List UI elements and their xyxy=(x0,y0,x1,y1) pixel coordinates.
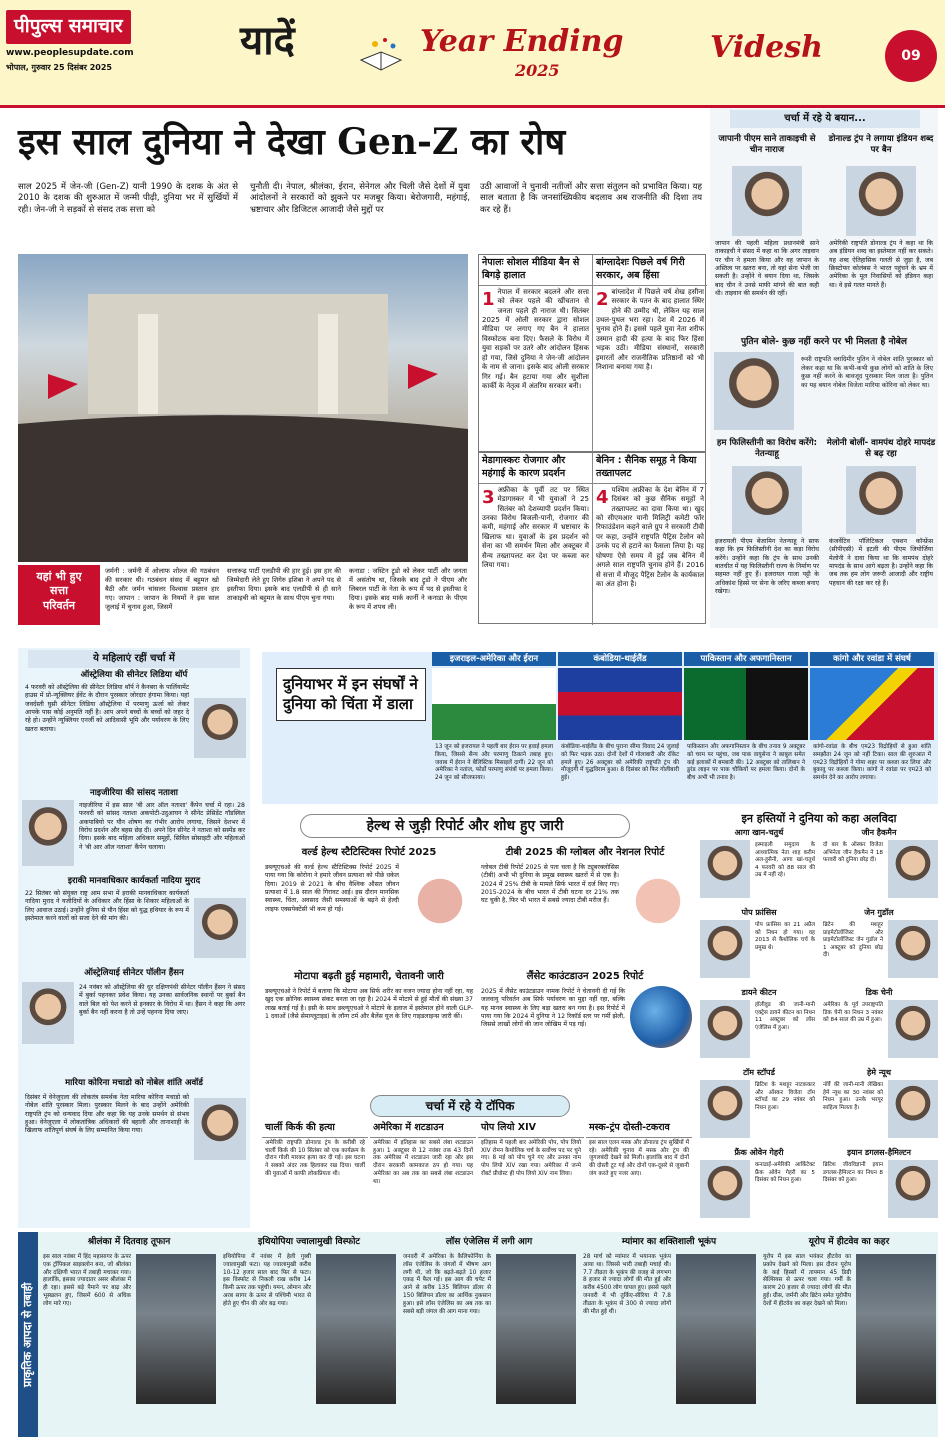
farewell-photo xyxy=(700,840,750,898)
health-text: ग्लोबल टीबी रिपोर्ट 2025 से पता चला है कि ट्यूबरक्लोसिस (टीबी) अभी भी दुनिया के प्रमुख स्वास्थ्य खतरों में से एक है। 2024 में 25% टीबी के मामले सिर्फ भारत में दर्ज किए गए। 2015-2024 के बीच भारत में टीबी घटना दर 21% तक घट चुकी है, फिर भी भारत में सबसे ज्यादा टीबी मरीज हैं। xyxy=(481,864,619,905)
health-section xyxy=(262,846,692,1114)
farewell-name: आगा खान-चतुर्थ xyxy=(734,828,784,837)
disasters-band xyxy=(18,1232,938,1437)
farewell-name: फ्रैंक ओवेन गेहरी xyxy=(734,1148,784,1157)
farewell-text: हॉलीवुड की जानी-मानी एक्ट्रेस डायने कीटन का निधन 11 अक्टूबर को लॉस एंजेलिस में हुआ। xyxy=(755,1002,815,1031)
health-header: हेल्थ से जुड़ी रिपोर्ट और शोध हुए जारी xyxy=(300,814,630,838)
lungs-illustration xyxy=(624,866,692,936)
conflict-text: 13 जून को इजरायल ने पहली बार ईरान पर हवाई हमला किया, जिससे सैन्य और परमाणु ठिकाने तबाह हुए। जवाब में ईरान ने बैलिस्टिक मिसाइलें दागीं। 22 जून को अमेरिका ने नतांज, फोर्डो परमाणु संयंत्रों पर हमला किया। 24 जून को सीजफायर। xyxy=(435,744,554,782)
topic-title: अमेरिका में शटडाउन xyxy=(370,1120,476,1138)
statement-text: इजरायली पीएम बेंजामिन नेतन्याहू ने साफ कहा कि हम फिलिस्तीनी देश का कड़ा विरोध करेंगे। उन्होंने कहा कि ट्रंप के साथ उनकी बातचीत में यह फिलिस्तीनी राज्य के निर्माण पर सहमत नहीं हुए हैं। इजरायल गाजा पट्टी के अधिकांश हिस्से पर सेना के जरिए कब्जा बनाए रखेगा। xyxy=(715,538,819,596)
farewell-text: नॉर्वे की जानी-मानी लेखिका हेमे न्यूथ का 30 नवंबर को निधन हुआ। उनके भरपूर साहित्य मिलता है। xyxy=(823,1082,883,1111)
topics-section xyxy=(262,1120,692,1220)
main-headline: इस साल दुनिया ने देखा Gen-Z का रोष xyxy=(18,121,566,163)
story-benin xyxy=(593,453,707,625)
woman-text: 22 सितंबर को संयुक्त राष्ट्र आम सभा में इराकी मानवाधिकार कार्यकर्ता नादिया मुराद ने यजीदियों के अधिकार और हिंसा के शिकार महिलाओं के लिए आवाज उठाई। उन्होंने दुनिया से यौन हिंसा को युद्ध हथियार के रूप में इस्तेमाल करने वालों को सजा देने की मांग की। xyxy=(25,890,189,923)
farewell-name: डायने कीटन xyxy=(741,988,777,997)
discussed-header: चर्चा में रहे ये बयान... xyxy=(730,110,920,128)
conflict-text: कांगो-रवांडा के बीच एम23 विद्रोहियों से हुआ शांति समझौता 24 जून को नहीं टिका। साल की शुरुआत में एम23 विद्रोहियों ने गोमा शहर पर कब्जा कर लिया और बुकावु पर कब्जा किया। कांगो ने रवांडा पर एम23 को समर्थन देने का आरोप लगाया। xyxy=(813,744,931,782)
disaster-title: म्यांमार का शक्तिशाली भूकंप xyxy=(621,1237,717,1247)
takaichi-photo xyxy=(732,166,802,236)
farewell-photo xyxy=(700,1160,750,1218)
machado-photo xyxy=(194,1098,246,1160)
power-shift-label-line: यहां भी हुए xyxy=(36,570,82,583)
farewell-text: कनाडाई-अमेरिकी आर्किटेक्ट फ्रैंक ओवेन गेहरी का 5 दिसंबर को निधन हुआ। xyxy=(755,1162,815,1184)
power-shift-col-2: सत्तारूढ़ पार्टी एलडीपी की हार हुई। इस हार की जिम्मेदारी लेते हुए शिगेरु इशिबा ने अपने पद से इस्तीफा दिया। इसके बाद एलडीपी से ही साने ताकाइची को बहुमत के साथ पीएम चुना गया। xyxy=(227,567,341,602)
israel-iran-flags xyxy=(432,668,556,740)
putin-photo xyxy=(714,352,794,430)
protest-photo xyxy=(18,254,468,562)
cambodia-thailand-flags xyxy=(558,668,682,740)
disaster-text: जनवरी में अमेरिका के कैलिफोर्निया के लॉस एंजेलिस के जंगलों में भीषण आग लगी थी, जो कि बढ़ते-बढ़ते 10 हजार एकड़ में फैल गई। इस आग की चपेट में आने से करीब 135 बिलियन डॉलर से 150 बिलियन डॉलर का आर्थिक नुकसान हुआ। इसे लॉस एंजेलिस का अब तक का सबसे बड़ी जंगल की आग माना गया। xyxy=(403,1254,491,1315)
statement-title: मेलोनी बोलीं- वामपंथ दोहरे मापदंड से बढ़ रहा xyxy=(826,438,936,460)
topic-item xyxy=(370,1120,476,1189)
farewell-sidebar xyxy=(700,812,938,1230)
story-title: मेडागास्करः रोजगार और महंगाई के कारण प्रदर्शन xyxy=(479,453,592,484)
statement-title: हम फिलिस्तीनी का विरोध करेंगे: नेतन्याहू xyxy=(716,438,818,460)
story-nepal xyxy=(479,255,593,453)
story-text: पश्चिम अफ्रीका के देश बेनिन में 7 दिसंबर को कुछ सैनिक समूहों ने तख्तापलट का दावा किया था। खुद को सीएमआर यानी मिलिट्री कमेटी फॉर रिफाउंडेशन कहने वाले ग्रुप ने सरकारी टीवी पर कहा, उन्होंने राष्ट्रपति पैट्रिस टैलोन को उनके पद से हटाने का फैसला लिया है। यह घोषणा ऐसे समय में हुई जब बेनिन में अगले साल राष्ट्रपति चुनाव होने हैं। 2016 से सत्ता में मौजूद पैट्रिस टैलोन के कार्यकाल का अंत होना है। xyxy=(596,485,704,588)
story-madagascar xyxy=(479,453,593,625)
farewell-item xyxy=(820,1068,938,1146)
farewell-name: पोप फ्रांसिस xyxy=(741,908,777,917)
power-shift-label-line: सत्ता xyxy=(50,584,68,598)
globe-illustration xyxy=(630,986,692,1048)
disaster-item xyxy=(760,1232,938,1437)
trump-photo xyxy=(846,166,916,236)
woman-text: नाइजीरिया में इस साल 'बी आर ऑल नताशा' कैंपेन चर्चा में रहा। 28 फरवरी को सांसद नताशा अकपोटी-उदुआघन ने सीनेट प्रेसिडेंट गॉडस्विल अकपाबियो पर यौन शोषण का गंभीर आरोप लगाया, जिसने देशभर में विरोध प्रदर्शन और बहस छेड़ दी। अपने दिन सीनेट ने नताशा को सस्पेंड कर दिया। इसके बाद महिला अधिकार समूहों, सिविल सोसाइटी और महिलाओं ने 'बी आर ऑल नताशा' कैंपेन चलाया। xyxy=(79,802,245,851)
statement-text: कंजर्वेटिव पॉलिटिकल एक्शन कॉन्फ्रेंस (सीपीएसी) में इटली की पीएम जियोर्जिया मेलोनी ने दावा किया था कि वामपंथ दोहरे मापदंड के साथ आगे बढ़ता है। उन्होंने कहा कि जब तक हम लोग जरूरी आजादी और राष्ट्रीय पहचान की रक्षा कर रहे हैं। xyxy=(829,538,933,587)
natasha-photo xyxy=(22,800,74,866)
farewell-item xyxy=(820,988,938,1066)
topic-title: मस्क-ट्रंप दोस्ती-टकराव xyxy=(586,1120,692,1138)
health-text: डब्ल्यूएचओ ने रिपोर्ट में बताया कि मोटापा अब सिर्फ शरीर का वजन ज्यादा होना नहीं रहा, यह खुद एक क्रोनिक स्वास्थ्य संकट बनता जा रहा है। 2024 में मोटापे से हुई मौतों की संख्या 37 लाख बताई गई है। इसी के साथ डब्ल्यूएचओ ने मोटापे के इलाज में इस्तेमाल होने वाली GLP-1 दवाओं (जैसे सेमाग्लूटाइड) के लॉन्ग टर्म और बैलेंस यूज के लिए गाइडलाइन्स जारी कीं। xyxy=(265,988,473,1021)
hanson-photo xyxy=(22,982,74,1044)
disaster-photo xyxy=(856,1254,936,1404)
woman-title: नाइजीरिया की सांसद नताशा xyxy=(90,788,178,798)
farewell-name: जीन हैकमैन xyxy=(861,828,897,837)
farewell-item xyxy=(700,1068,818,1146)
farewell-header: इन हस्तियों ने दुनिया को कहा अलविदा xyxy=(741,812,897,825)
farewell-name: डिक चेनी xyxy=(865,988,893,997)
stories-bottom xyxy=(478,452,706,624)
women-header: ये महिलाएं रहीं चर्चा में xyxy=(28,650,240,668)
brand-block xyxy=(6,10,181,95)
farewell-text: ब्रिटिश जीवविज्ञानी इयान डगलस-हैमिल्टन का निधन 8 दिसंबर को हुआ। xyxy=(823,1162,883,1184)
power-shift-label-line: परिवर्तन xyxy=(42,598,76,612)
intro-col-2: चुनौती दी। नेपाल, श्रीलंका, ईरान, सेनेगल और चिली जैसे देशों में युवा आंदोलनों ने सरकारों को झुकने पर मजबूर किया। बेरोजगारी, महंगाई, भ्रष्टाचार और डिजिटल आजादी जैसे मुद्दों पर xyxy=(250,182,470,215)
farewell-name: हेमे न्यूथ xyxy=(867,1068,891,1077)
farewell-text: दो बार के ऑस्कर विजेता अभिनेता जीन हैकमैन ने 18 फरवरी को दुनिया छोड़ दी। xyxy=(823,842,883,864)
masthead xyxy=(0,0,945,108)
farewell-photo xyxy=(888,920,938,978)
site-url: www.peoplesupdate.com xyxy=(6,47,134,58)
health-text: 2025 में लैंसेट काउंटडाउन नामक रिपोर्ट ने चेतावनी दी गई कि जलवायु परिवर्तन अब सिर्फ पर्यावरण का मुद्दा नहीं रहा, बल्कि यह मानव स्वास्थ्य के लिए बड़ा खतरा बन गया है। इस रिपोर्ट में पाया गया कि 2024 में दुनिया ने 12 रिकॉर्ड स्तर पर गर्मी झेली, जिससे लाखों लोगों की जान जोखिम में पड़ गई। xyxy=(481,988,625,1029)
farewell-photo xyxy=(888,1160,938,1218)
statement-text: जापान की पहली महिला प्रधानमंत्री साने ताकाइची ने संसद में कहा था कि अगर ताइवान पर चीन ने हमला किया और वह जापान के अस्तित्व पर खतरा बना, तो वहां सेना भेजी जा सकती है। उन्होंने ये बयान दिया था, जिसके बाद चीन ने उनसे माफी मांगने की बात कही थी। ताइवान की समर्थन की रहीं। xyxy=(715,240,819,298)
conflict-title: कंबोडिया-थाईलैंड xyxy=(558,652,682,666)
conflict-title: इजराइल-अमेरिका और ईरान xyxy=(432,652,556,666)
farewell-photo xyxy=(700,1000,750,1058)
disaster-text: इस साल नवंबर में हिंद महासागर के ऊपर एक ट्रॉपिकल साइक्लोन बना, जो श्रीलंका और दक्षिणी भारत में तबाही मचाकर गया। हालांकि, इसका ज्यादातर असर श्रीलंका में ही रहा। इससे बड़े पैमाने पर बाढ़ और भूस्खलन हुए, जिसमें 600 से अधिक लोग मारे गए। xyxy=(43,1254,131,1307)
conflict-text: कंबोडिया-थाईलैंड के बीच पुराना सीमा विवाद 24 जुलाई को फिर भड़क उठा। दोनों देशों में गोलाबारी और रॉकेट हमले हुए। 26 अक्टूबर को अमेरिकी राष्ट्रपति ट्रंप की मौजूदगी में युद्धविराम हुआ। 8 दिसंबर को फिर गोलीबारी हुई। xyxy=(561,744,679,782)
disaster-photo xyxy=(316,1254,396,1404)
year-ending: Year Ending xyxy=(420,24,624,59)
disaster-title: यूरोप में हीटवेव का कहर xyxy=(808,1237,890,1247)
farewell-photo xyxy=(888,840,938,898)
year-2025: 2025 xyxy=(515,61,560,80)
statement-title: डोनाल्ड ट्रंप ने लगाया इंडियन शब्द पर बैन xyxy=(828,134,934,156)
story-number: 4 xyxy=(596,486,609,508)
statement-title: पुतिन बोले- कुछ नहीं करने पर भी मिलता है नोबेल xyxy=(740,337,908,347)
meloni-photo xyxy=(846,466,916,534)
intro-col-3: उठी आवाजों ने चुनावी नतीजों और सत्ता संतुलन को प्रभावित किया। यह साल बताता है कि जनसांख्यिकीय बदलाव अब राजनीति की दिशा तय कर रहे हैं। xyxy=(480,182,702,215)
woman-title: ऑस्ट्रेलिया की सीनेटर लिडिया थॉर्प xyxy=(80,670,188,680)
farewell-text: ब्रिटेन की मशहूर प्राइमेटोलॉजिस्ट और प्राइमेटोलॉजिस्ट जेन गुडॉल ने 1 अक्टूबर को दुनिया छोड़ दी। xyxy=(823,922,883,959)
power-shift-label xyxy=(18,565,100,625)
story-title: नेपालः सोशल मीडिया बैन से बिगड़े हालात xyxy=(479,255,592,286)
disaster-item xyxy=(40,1232,218,1437)
statement-text: अमेरिकी राष्ट्रपति डोनाल्ड ट्रंप ने कहा था कि अब इंडियन शब्द का इस्तेमाल नहीं कर सकते। यह शब्द ऐतिहासिक गलती से जुड़ा है, जब क्रिस्टोफर कोलंबस ने भारत पहुंचने के भ्रम में अमेरिका के मूल निवासियों को इंडियन कहा था। वे इसे गलत मानते हैं। xyxy=(829,240,933,289)
farewell-text: इस्माइली समुदाय के आध्यात्मिक नेता शाह करीम अल-हुसैनी, आगा खां-चतुर्थ 4 फरवरी को 88 साल की उम्र में नहीं रहे। xyxy=(755,842,815,879)
book-icon xyxy=(355,30,407,82)
topic-item xyxy=(478,1120,584,1181)
story-text: बांग्लादेश में पिछले वर्ष शेख हसीना सरकार के पतन के बाद हालात स्थिर होने की उम्मीद थी, लेकिन यह साल उथल-पुथल भरा रहा। देश में 2026 में चुनाव होने हैं। इससे पहले युवा नेता शरीफ उस्मान हादी की हत्या के बाद फिर हिंसा भड़क उठी। मीडिया संस्थानों, सरकारी इमारतों और राजनीतिक प्रतिष्ठानों को भी निशाना बनाया गया है। xyxy=(596,287,704,372)
health-text: डब्ल्यूएचओ की वर्ल्ड हेल्थ स्टैटिस्टिक्स रिपोर्ट 2025 में पाया गया कि कोरोना ने हमारे जीवन प्रत्याशा को पीछे धकेल दिया। 2019 से 2021 के बीच वैश्विक औसत जीवन प्रत्याशा में 1.8 साल की गिरावट आई। इस दौरान मानसिक स्वास्थ्य, चिंता, अवसाद जैसी समस्याओं के बढ़ने से हेल्दी लाइफ एक्सपेक्टेंसी भी कम हो गई। xyxy=(265,864,399,913)
topic-title: पोप लियो XIV xyxy=(478,1120,584,1138)
disaster-photo xyxy=(136,1254,216,1404)
story-text: अफ्रीका के पूर्वी तट पर स्थित मेडागास्कर में भी युवाओं ने 25 सितंबर को देशव्यापी प्रदर्शन किया। उनका विरोध बिजली-पानी, रोजगार की कमी, महंगाई और सरकार में भ्रष्टाचार के खिलाफ था। युवाओं के इस प्रदर्शन को सेना का भी समर्थन मिला और अक्टूबर में सैन्य तख्तापलट कर देश पर कब्जा कर लिया गया। xyxy=(482,485,589,570)
intro-col-1: साल 2025 में जेन-जी (Gen-Z) यानी 1990 के दशक के अंत से 2010 के दशक की शुरुआत में जन्मी पीढ़ी, दुनिया भर में सुर्खियों में रही। जेन-जी ने सड़कों से संसद तक सत्ता को xyxy=(18,182,238,215)
discussed-sidebar xyxy=(710,108,938,628)
health-title: वर्ल्ड हेल्थ स्टैटिस्टिक्स रिपोर्ट 2025 xyxy=(301,847,437,858)
topic-text: इतिहास में पहली बार अमेरिकी पोप, पोप लियो XIV रोमन कैथोलिक चर्च के सर्वोच्च पद पर चुने गए। 8 मई को पोप चुने गए और उनका नाम पोप लियो XIV रखा गया। अमेरिका में जन्मे रॉबर्ट प्रीवोस्ट ही पोप लियो XIV नाम लिया। xyxy=(481,1139,581,1178)
farewell-photo xyxy=(888,1000,938,1058)
disaster-text: यूरोप में इस साल भयंकर हीटवेव का प्रकोप देखने को मिला। इस दौरान यूरोप के कई हिस्सों में तापमान 45 डिग्री सेल्सियस से ऊपर चला गया। गर्मी के कारण 20 हजार से ज्यादा लोगों की मौत हुई। ग्रीस, जर्मनी और ब्रिटेन समेत यूरोपीय देशों में हीटवेव का कहर देखने को मिला। xyxy=(763,1254,851,1307)
brain-illustration xyxy=(406,866,474,936)
pak-afghan-flags xyxy=(684,668,808,740)
farewell-photo xyxy=(700,920,750,978)
section-name: Videsh xyxy=(710,30,823,65)
disaster-text: इथियोपिया में नवंबर में हेली गुब्बी ज्वालामुखी फटा। यह ज्वालामुखी करीब 10-12 हजार साल बाद फिर से फटा। इस विस्फोट से निकली राख करीब 14 किमी ऊपर तक पहुंची। यमन, ओमान और अरब सागर के ऊपर से पश्चिमी भारत से होते हुए चीन की ओर बढ़ गया। xyxy=(223,1254,312,1307)
farewell-item xyxy=(700,908,818,986)
conflict-title: पाकिस्तान और अफगानिस्तान xyxy=(684,652,808,666)
health-title: टीबी 2025 की ग्लोबल और नेशनल रिपोर्ट xyxy=(505,847,665,858)
disaster-item xyxy=(580,1232,758,1437)
woman-title: मारिया कोरिना मचाडो को नोबेल शांति अवॉर्ड xyxy=(65,1078,203,1088)
disaster-text: 28 मार्च को म्यांमार में भयानक भूकंप आया था। जिससे भारी तबाही मचाई थी। 7.7 तीव्रता के भूकंप की वजह से लगभग 8 हजार से ज्यादा लोगों की मौत हुई और करीब 4500 लोग घायल हुए। इससे पहले जनवरी में भी तुर्किए-सीरिया में 7.8 तीव्रता के भूकंप से 300 से ज्यादा लोगों की मौत हुई थी। xyxy=(583,1254,671,1315)
statement-title: जापानी पीएम साने ताकाइची से चीन नाराज xyxy=(718,134,816,156)
farewell-item xyxy=(700,828,818,906)
conflicts-title: दुनियाभर में इन संघर्षों ने दुनिया को चिंता में डाला xyxy=(276,668,426,721)
conflict-text: पाकिस्तान और अफगानिस्तान के बीच तनाव 9 अक्टूबर को चरम पर पहुंचा, जब पाक वायुसेना ने काबुल समेत कई इलाकों में बमबारी की। 12 अक्टूबर को तालिबान ने डुरंड लाइन पर पाक चौकियों पर हमला किया। दोनों के बीच अभी भी तनाव है। xyxy=(687,744,805,782)
stories-top xyxy=(478,254,706,452)
disaster-title: लॉस एंजेलिस में लगी आग xyxy=(445,1237,533,1247)
farewell-item xyxy=(820,908,938,986)
thorpe-photo xyxy=(194,698,246,758)
story-bangladesh xyxy=(593,255,707,453)
farewell-item xyxy=(700,1148,818,1226)
topic-item xyxy=(586,1120,692,1181)
brand-logo: पीपुल्स समाचार xyxy=(6,10,131,44)
disaster-item xyxy=(400,1232,578,1437)
farewell-text: पोप फ्रांसिस का 21 अप्रैल को निधन हो गया। वह 2013 से कैथोलिक चर्च के प्रमुख थे। xyxy=(755,922,815,951)
health-title: लैंसेट काउंटडाउन 2025 रिपोर्ट xyxy=(526,971,644,982)
health-title: मोटापा बढ़ती हुई महामारी, चेतावनी जारी xyxy=(294,971,444,982)
woman-text: 4 फरवरी को ऑस्ट्रेलिया की सीनेटर लिडिया थॉर्प ने कैनबरा के पार्लियामेंट हाउस में प्रो-न्यूक्लियर ईवेंट के दौरान पुरस्कार जोरदार हंगामा किया। यहां जवर्दस्ती घुसी सीनेटर लिडिया ऑस्ट्रेलिया में परमाणु ऊर्जा को लेकर आपके पास कोई अनुमति नहीं है। आप अपने बच्चों के बच्चों को जहर दे रहे हो। उन्होंने न्यूक्लियर एनर्जी को आदिवासी भूमि और पर्यावरण के लिए खतरा बताया। xyxy=(25,684,189,733)
disaster-photo xyxy=(676,1254,756,1404)
statement-text: रूसी राष्ट्रपति व्लादिमीर पुतिन ने नोबेल शांति पुरस्कार को लेकर कहा था कि कभी-कभी कुछ लोगों को शांति के लिए कुछ नहीं करने के बावजूद पुरस्कार मिल जाता है। पुतिन का यह बयान नोबेल विजेता मारिया कोरिना को लेकर था। xyxy=(801,356,933,389)
disaster-photo xyxy=(496,1254,576,1404)
farewell-item xyxy=(700,988,818,1066)
topic-text: इस साल एलन मस्क और डोनाल्ड ट्रंप सुर्खियों में रहे। अमेरिकी चुनाव में मस्क और ट्रंप की जुगलबंदी देखने को मिली। हालांकि बाद में दोनों की दोस्ती टूट गई और दोनों एक-दूसरे से जुबानी जंग करते हुए नजर आए। xyxy=(589,1139,689,1178)
story-title: बेनिन : सैनिक समूह ने किया तख्तापलट xyxy=(593,453,707,484)
topic-text: अमेरिकी राष्ट्रपति डोनाल्ड ट्रंप के करीबी रहे चार्ली किर्क की 10 सितंबर को एक कार्यक्रम के दौरान गोली मारकर हत्या कर दी गई। इस घटना ने सबको अंदर तक हिलाकर रख दिया। चार्ली की युवाओं में काफी लोकप्रियता थी। xyxy=(265,1139,365,1178)
yaade-title: यादें xyxy=(240,17,295,64)
topic-text: अमेरिका में इतिहास का सबसे लंबा शटडाउन हुआ। 1 अक्टूबर से 12 नवंबर तक 43 दिनों तक अमेरिका में शटडाउन जारी रहा और इस दौरान सरकारी कामकाज ठप हो गया। यह अमेरिका का अब तक का सबसे लंबा शटडाउन था। xyxy=(373,1139,473,1185)
congo-rwanda-flags xyxy=(810,668,934,740)
farewell-photo xyxy=(700,1080,750,1138)
woman-title: ऑस्ट्रेलियाई सीनेटर पॉलीन हैंसन xyxy=(84,968,184,978)
disasters-label: प्राकृतिक आपदा से तबाही xyxy=(18,1232,38,1437)
topic-title: चार्ली किर्क की हत्या xyxy=(262,1120,368,1138)
page-number: 09 xyxy=(885,30,937,82)
farewell-item xyxy=(820,1148,938,1226)
disaster-title: इथियोपिया ज्वालामुखी विस्फोट xyxy=(258,1237,360,1247)
women-sidebar xyxy=(18,648,250,1228)
farewell-name: इयान डगलस-हैमिल्टन xyxy=(847,1148,911,1157)
farewell-text: ब्रिटिश के मशहूर नाटककार और ऑस्कर विजेता टॉम स्टॉपर्ड का 29 नवंबर को निधन हुआ। xyxy=(755,1082,815,1111)
disaster-item xyxy=(220,1232,398,1437)
conflict-title: कांगो और रवांडा में संघर्ष xyxy=(810,652,934,666)
topic-item xyxy=(262,1120,368,1181)
farewell-text: अमेरिका के पूर्व उपराष्ट्रपति डिक चेनी का निधन 3 नवंबर को 84 साल की उम्र में हुआ। xyxy=(823,1002,883,1024)
topics-header: चर्चा में रहे ये टॉपिक xyxy=(370,1095,570,1117)
power-shift-col-3: कनाडा : जस्टिन ट्रूडो को लेकर पार्टी और जनता में असंतोष था, जिसके बाद ट्रूडो ने पीएम और लिबरल पार्टी के नेता के रूप में पद से इस्तीफा दे दिया। इसके बाद मार्क कार्नी ने कनाडा के पीएम के रूप में शपथ ली। xyxy=(349,567,467,611)
woman-title: इराकी मानवाधिकार कार्यकर्ता नादिया मुराद xyxy=(67,876,201,886)
netanyahu-photo xyxy=(732,466,802,534)
farewell-name: जेन गुडॉल xyxy=(864,908,894,917)
woman-text: दिसंबर में वेनेजुएला की लोकतंत्र समर्थक नेता मारिया कोरिना मचाडो को नोबेल शांति पुरस्कार मिला। पुरस्कार मिलने के बाद उन्होंने अमेरिकी राष्ट्रपति ट्रंप को धन्यवाद दिया और कहा कि यह उनके समर्थन से संभव हुआ। वेनेजुएला में लोकतांत्रिक अधिकारों की बहाली और तानाशाही के खिलाफ शांतिपूर्ण संघर्ष के लिए सम्मानित किया गया। xyxy=(25,1094,189,1135)
story-title: बांग्लादेशः पिछले वर्ष गिरी सरकार, अब हिंसा xyxy=(593,255,707,286)
dateline: भोपाल, गुरुवार 25 दिसंबर 2025 xyxy=(6,62,112,72)
story-number: 2 xyxy=(596,288,609,310)
conflicts-band xyxy=(262,652,938,804)
story-text: नेपाल में सरकार बदलने और सत्ता को लेकर पहले की खींचतान से जनता पहले ही नाराज थी। सितंबर 2025 में ओली सरकार द्वारा सोशल मीडिया पर लगाए गए बैन ने हालात विस्फोटक बना दिए। फैसले के विरोध में युवा सड़कों पर उतरे और आंदोलन हिंसक हो गया, जिसे दुनिया ने जेन-जी आंदोलन के नाम से जाना। इसके बाद ओली सरकार गिर गई। बैन हटाया गया और सुशीला कार्की के नेतृत्व में अंतरिम सरकार बनी। xyxy=(482,287,589,390)
power-shift-col-1: जर्मनी : जर्मनी में ओलाफ शोल्ज की गठबंधन की सरकार थी। गठबंधन संसद में बहुमत खो बैठी और जर्मन चांसलर विश्वास प्रस्ताव हार गए। जापान : जापान के नियमों ने इस साल जुलाई में चुनाव हुआ, जिसमें xyxy=(105,567,219,611)
story-number: 3 xyxy=(482,486,495,508)
farewell-name: टॉम स्टॉपर्ड xyxy=(743,1068,775,1077)
woman-text: 24 नवंबर को ऑस्ट्रेलिया की धुर दक्षिणपंथी सीनेटर पॉलीन हैंसन ने संसद में बुर्का पहनकर प्रवेश किया। यह उनका सार्वजनिक स्थानों पर बुर्का बैन वाले बिल को पेश करने से इनकार के विरोध में था। हैंसन ने कहा कि अगर बुर्का बैन नहीं करना है तो उन्हें पहनना दिया जाए। xyxy=(79,984,245,1017)
farewell-item xyxy=(820,828,938,906)
nadia-photo xyxy=(194,898,246,958)
farewell-photo xyxy=(888,1080,938,1138)
story-number: 1 xyxy=(482,288,495,310)
disaster-title: श्रीलंका में दितवाह तूफान xyxy=(87,1237,171,1247)
